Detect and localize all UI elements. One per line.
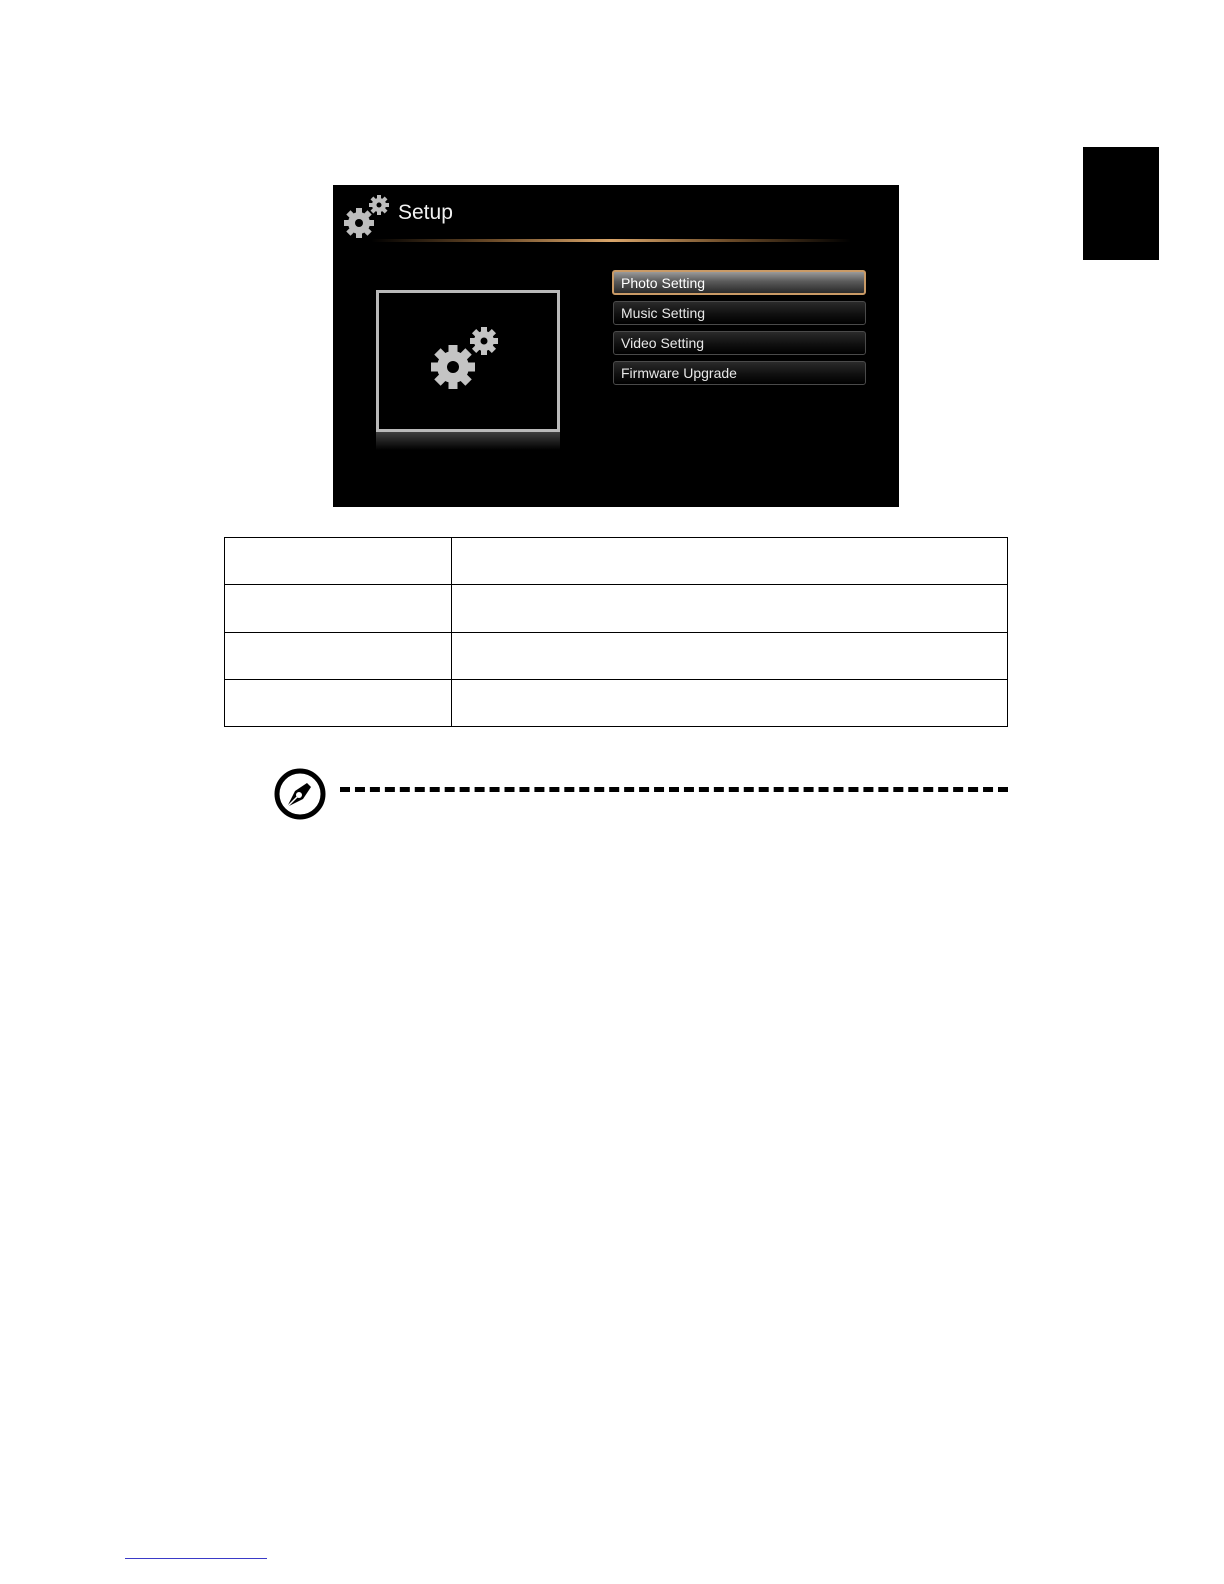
preview-reflection [376,432,560,450]
preview-frame [376,290,560,432]
header-divider [371,239,851,242]
footer-rule [125,1558,267,1559]
table-cell [225,538,452,585]
gears-icon [341,193,395,241]
table-cell [225,632,452,679]
chapter-tab [1083,147,1159,260]
note-divider [340,787,1008,792]
menu-item-video-setting[interactable]: Video Setting [613,331,866,355]
table-row [225,679,1008,726]
table-cell [225,679,452,726]
menu-item-firmware-upgrade[interactable]: Firmware Upgrade [613,361,866,385]
table-row [225,538,1008,585]
menu-item-music-setting[interactable]: Music Setting [613,301,866,325]
table-cell [452,632,1008,679]
screen-title: Setup [398,201,453,224]
table-row [225,585,1008,632]
table-row [225,632,1008,679]
table-cell [452,679,1008,726]
menu-item-photo-setting[interactable]: Photo Setting [612,270,866,295]
table-cell [452,538,1008,585]
gears-icon [429,321,505,405]
settings-table [224,537,1008,727]
pen-nib-icon [273,767,327,821]
table-cell [225,585,452,632]
table-cell [452,585,1008,632]
setup-screen [333,185,899,507]
